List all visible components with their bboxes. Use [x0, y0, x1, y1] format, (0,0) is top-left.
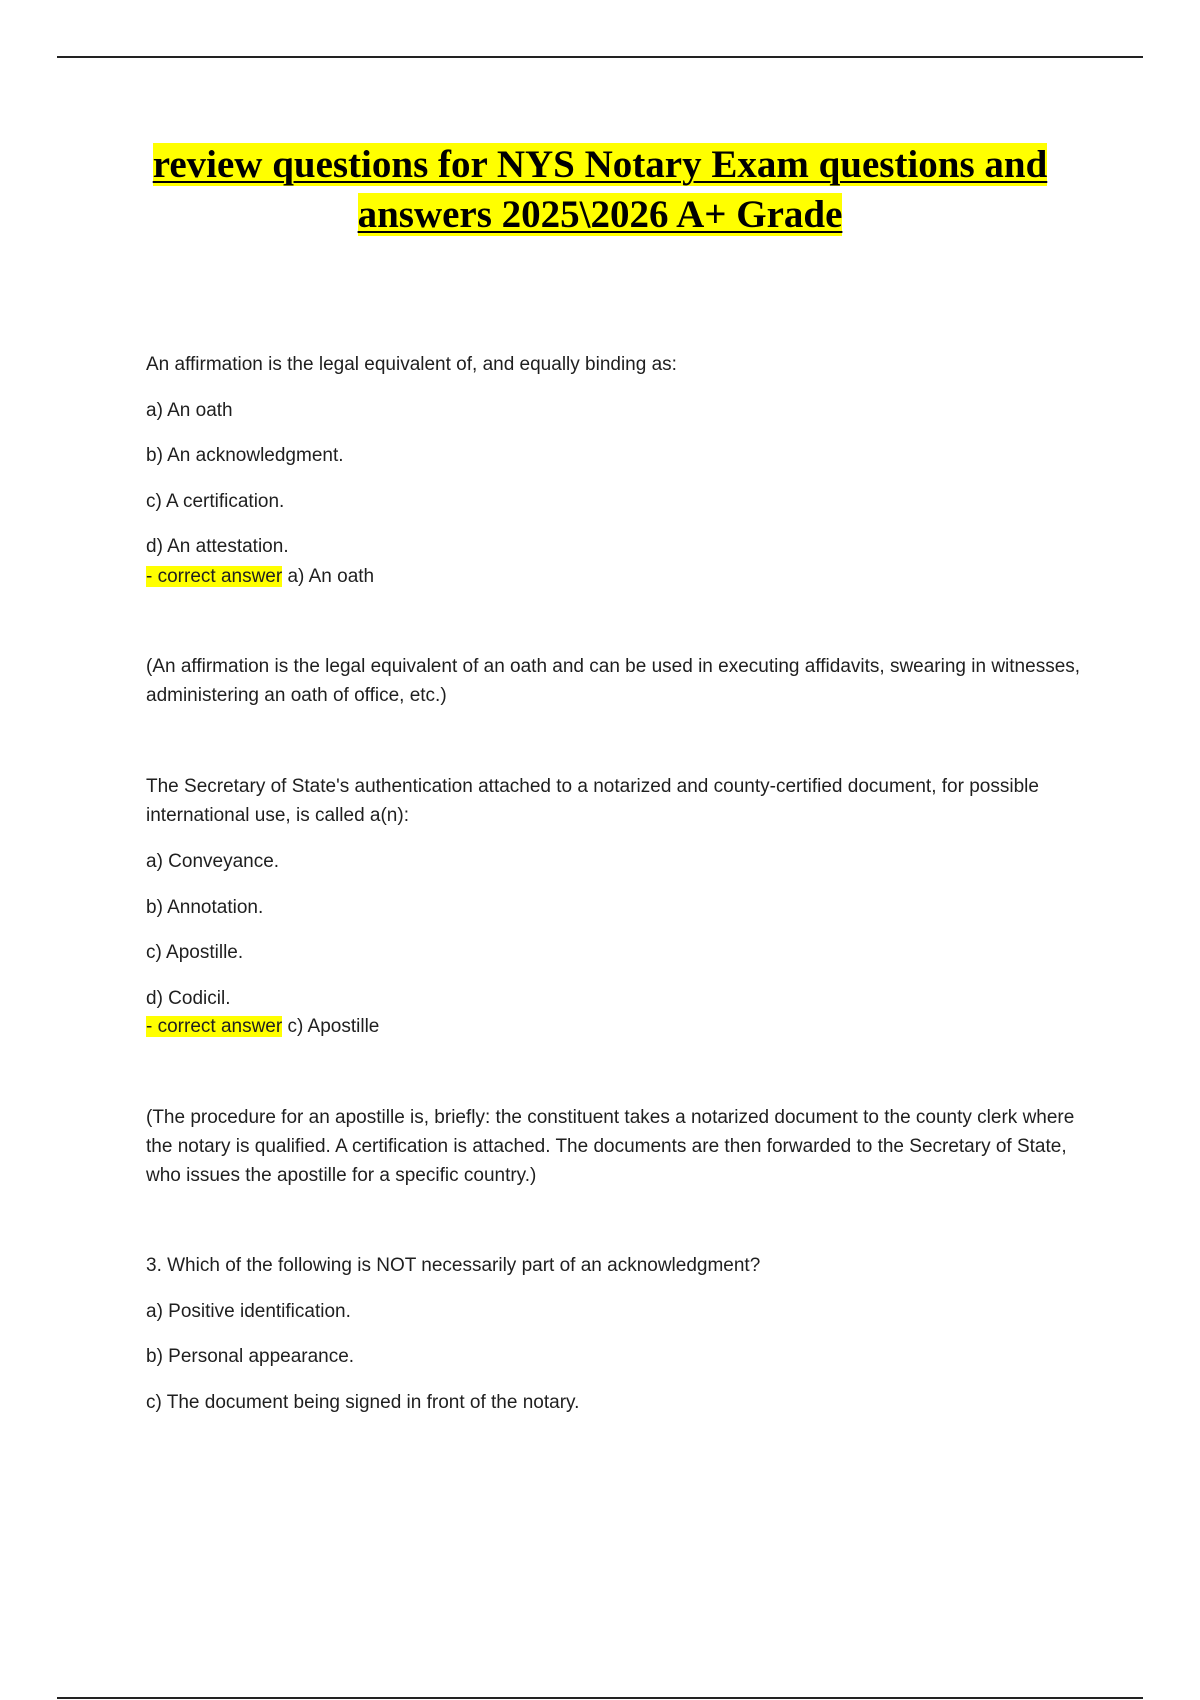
header-rule: [57, 56, 1143, 58]
question-1-option-d: d) An attestation.: [146, 536, 289, 557]
title-line-2: answers 2025\2026 A+ Grade: [357, 193, 843, 236]
question-2-option-a: a) Conveyance.: [146, 851, 280, 872]
question-2-answer: c) Apostille: [287, 1016, 380, 1037]
question-3-option-b: b) Personal appearance.: [146, 1346, 355, 1367]
question-1-answer: a) An oath: [287, 566, 375, 587]
question-1-answer-line: [146, 563, 1096, 591]
question-3-option-c: c) The document being signed in front of the notary.: [146, 1392, 580, 1413]
question-1-option-b: b) An acknowledgment.: [146, 445, 344, 466]
correct-answer-marker: - correct answer: [146, 1016, 283, 1037]
question-1-explanation: (An affirmation is the legal equivalent of an oath and can be used in executing affidavits, swearing in witnesses, administering an oath of office, etc.): [146, 656, 1081, 706]
question-2-stem: The Secretary of State's authentication attached to a notarized and county-certified document, for possible international use, is called a(n):: [146, 776, 1039, 826]
question-2-answer-line: [146, 1013, 1096, 1041]
question-2-option-c: c) Apostille.: [146, 942, 244, 963]
question-1-option-a: a) An oath: [146, 400, 233, 421]
document-title: [100, 140, 1100, 240]
title-line-1: review questions for NYS Notary Exam questions and: [152, 143, 1048, 186]
question-3-option-a: a) Positive identification.: [146, 1301, 351, 1322]
question-3-stem: 3. Which of the following is NOT necessarily part of an acknowledgment?: [146, 1255, 761, 1276]
question-1-option-c: c) A certification.: [146, 491, 285, 512]
correct-answer-marker: - correct answer: [146, 566, 283, 587]
question-2-option-d: d) Codicil.: [146, 988, 231, 1009]
question-1-stem: An affirmation is the legal equivalent of, and equally binding as:: [146, 354, 677, 375]
footer-rule: [57, 1697, 1143, 1699]
question-2-option-b: b) Annotation.: [146, 897, 264, 918]
question-2-explanation: (The procedure for an apostille is, briefly: the constituent takes a notarized document to the county clerk where the notary is qualified. A certification is attached. The documents are then forwarded to the Secretary of State, who issues the apostille for a specific country.): [146, 1107, 1075, 1186]
